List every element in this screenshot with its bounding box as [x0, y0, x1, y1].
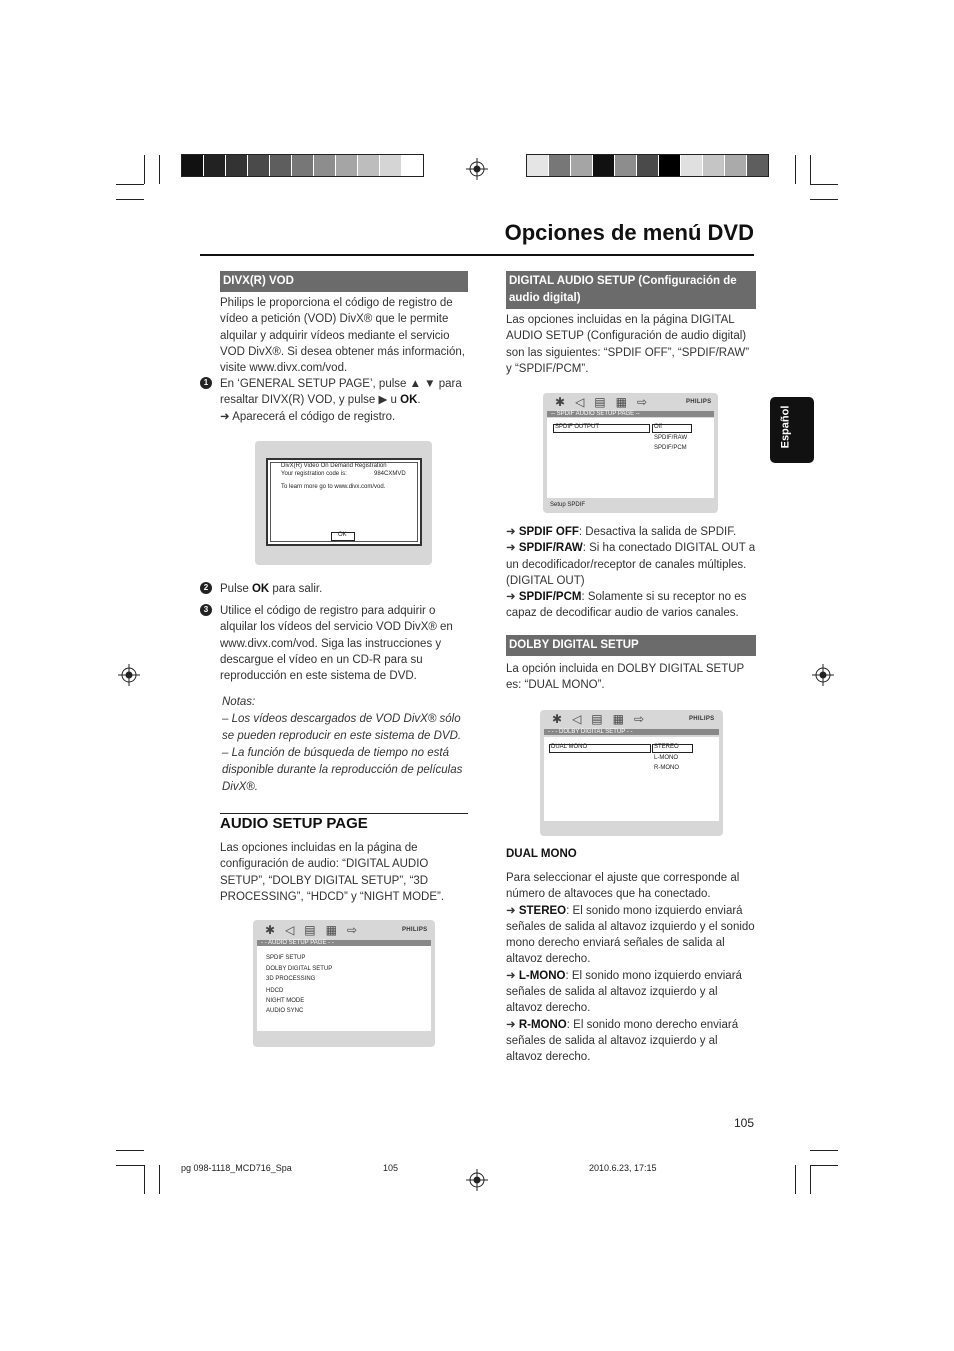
dolby-option[interactable]: STEREO: [654, 744, 679, 750]
spdif-option[interactable]: SPDIF/PCM: [654, 445, 687, 451]
language-tab-label: Español: [779, 405, 792, 449]
step-2: [220, 581, 468, 597]
gear-icon: ✱: [265, 923, 276, 937]
digital-audio-heading: DIGITAL AUDIO SETUP (Configuración de audio digital): [506, 271, 756, 309]
menu-icons: [552, 712, 644, 726]
registration-code: 984CXMVD: [374, 471, 406, 477]
screen-header: - - - DOLBY DIGITAL SETUP - -: [544, 729, 719, 735]
step-1-result: ➜ Aparecerá el código de registro.: [220, 410, 396, 423]
dolby-heading: DOLBY DIGITAL SETUP: [506, 635, 756, 656]
audio-intro: Las opciones incluidas en la página de configuración de audio: “DIGITAL AUDIO SETUP”, “DOLBY DIGITAL SETUP”, “3D PROCESSING”, “HDCD” y “NIGHT MODE”.: [220, 842, 445, 903]
grid-icon: ▦: [615, 395, 627, 409]
spdif-off-item: ➜ SPDIF OFF: Desactiva la salida de SPDIF.: [506, 526, 737, 538]
menu-item[interactable]: AUDIO SYNC: [266, 1008, 304, 1014]
dolby-option[interactable]: L-MONO: [654, 755, 678, 761]
ok-key: OK: [400, 394, 418, 407]
menu-item[interactable]: DOLBY DIGITAL SETUP: [266, 966, 333, 972]
screen-header: -- SPDIF AUDIO SETUP PAGE --: [547, 411, 714, 417]
screen-header: - - AUDIO SETUP PAGE - -: [257, 940, 431, 946]
dolby-intro: La opción incluida en DOLBY DIGITAL SETUP es: “DUAL MONO”.: [506, 663, 745, 692]
note-2: – La función de búsqueda de tiempo no está disponible durante la reproducción de películas DivX®.: [222, 747, 463, 793]
dual-mono-label: DUAL MONO: [551, 744, 588, 750]
page-title: Opciones de menú DVD: [504, 220, 754, 245]
ok-button-label: OK: [338, 532, 347, 538]
spdif-option[interactable]: SPDIF/RAW: [654, 435, 688, 441]
page-number: 105: [734, 1116, 755, 1130]
rmono-label: R-MONO: [518, 1018, 567, 1031]
divx-intro: Philips le proporciona el código de registro de vídeo a petición (VOD) DivX® que le permite alquilar y adquirir vídeos mediante el servicio VOD DivX®. Si desea obtener más información, visite www.divx.com/vod.: [220, 297, 465, 375]
language-tab: [770, 397, 814, 463]
dual-mono-heading: DUAL MONO: [506, 848, 577, 860]
menu-item[interactable]: NIGHT MODE: [266, 998, 305, 1004]
step-1-text: En ‘GENERAL SETUP PAGE’, pulse ▲ ▼ para resaltar DIVX(R) VOD, y pulse ▶ u: [220, 378, 462, 407]
registration-bar-left: [181, 154, 424, 177]
brand-logo: PHILIPS: [686, 399, 712, 405]
spdif-pcm-item: ➜ SPDIF/PCM: Solamente si su receptor no es capaz de decodificar audio de varios canales.: [506, 591, 747, 620]
notes-label: Notas:: [222, 696, 256, 708]
lmono-item: ➜ L-MONO: El sonido mono izquierdo enviará señales de salida al altavoz izquierdo y al altavoz derecho.: [506, 969, 742, 1015]
menu-item[interactable]: SPDIF SETUP: [266, 955, 306, 961]
menu-icons: [265, 923, 357, 937]
registration-target-icon: [466, 1169, 488, 1191]
spdif-pcm-label: SPDIF/PCM: [518, 591, 582, 604]
grid-icon: ▦: [612, 712, 624, 726]
menu-icon: ▤: [304, 923, 316, 937]
spdif-setup-screen: [543, 393, 718, 513]
step-2-icon: 2: [200, 582, 212, 594]
dolby-setup-screen: [540, 710, 723, 836]
dual-mono-desc: [506, 870, 756, 1066]
exit-icon: ⇨: [346, 923, 358, 937]
divx-heading: DIVX(R) VOD: [220, 271, 468, 292]
divx-registration-screen: [255, 441, 432, 565]
stereo-label: STEREO: [518, 904, 567, 917]
digital-audio-intro: Las opciones incluidas en la página DIGITAL AUDIO SETUP (Configuración de audio digital) son las siguientes: “SPDIF OFF”, “SPDIF/RAW” y “SPDIF/PCM”.: [506, 314, 750, 375]
registration-target-icon: [118, 664, 140, 686]
audio-setup-screen: [253, 920, 435, 1047]
spdif-raw-item: ➜ SPDIF/RAW: Si ha conectado DIGITAL OUT a un decodificador/receptor de canales múltiples. (DIGITAL OUT): [506, 542, 756, 587]
brand-logo: PHILIPS: [689, 716, 715, 722]
audio-setup-heading: AUDIO SETUP PAGE: [220, 815, 368, 832]
registration-bar-right: [526, 154, 769, 177]
gear-icon: ✱: [552, 712, 563, 726]
footer-date: 2010.6.23, 17:15: [589, 1163, 657, 1173]
title-rule: [200, 254, 754, 256]
step-1: [220, 376, 468, 425]
spdif-raw-label: SPDIF/RAW: [518, 542, 583, 555]
dialog-line-1: DivX(R) Video On Demand Registration: [281, 463, 387, 469]
menu-icon: ▤: [594, 395, 606, 409]
step-1-icon: 1: [200, 377, 212, 389]
rmono-item: ➜ R-MONO: El sonido mono derecho enviará señales de salida al altavoz izquierdo y al altavoz derecho.: [506, 1018, 739, 1064]
spdif-options-desc: [506, 524, 756, 622]
registration-target-icon: [812, 664, 834, 686]
spdif-option[interactable]: Off: [654, 424, 662, 430]
ok-key: OK: [251, 583, 270, 595]
footer-file: pg 098-1118_MCD716_Spa: [181, 1163, 292, 1173]
gear-icon: ✱: [555, 395, 566, 409]
menu-item[interactable]: HDCD: [266, 988, 284, 994]
menu-item[interactable]: 3D PROCESSING: [266, 976, 316, 982]
exit-icon: ⇨: [633, 712, 645, 726]
menu-icons: [555, 395, 647, 409]
speaker-icon: ◁: [285, 923, 295, 937]
step-2-text: Pulse: [220, 583, 252, 595]
speaker-icon: ◁: [572, 712, 582, 726]
status-bar: Setup SPDIF: [550, 502, 586, 508]
menu-icon: ▤: [591, 712, 603, 726]
brand-logo: PHILIPS: [402, 927, 428, 933]
dialog-line-2: Your registration code is:: [281, 471, 347, 477]
dolby-option[interactable]: R-MONO: [654, 765, 679, 771]
dual-mono-intro: Para seleccionar el ajuste que corresponde al número de altavoces que ha conectado.: [506, 872, 740, 901]
lmono-label: L-MONO: [518, 969, 566, 982]
stereo-item: ➜ STEREO: El sonido mono izquierdo enviará señales de salida al altavoz izquierdo y el sonido mono derecho enviará señales de salida al altavoz derecho.: [506, 904, 755, 966]
dialog-line-3: To learn more go to www.divx.com/vod.: [281, 484, 386, 490]
registration-target-icon: [466, 158, 488, 180]
step-1-end: .: [417, 394, 421, 407]
step-2-end: para salir.: [269, 583, 323, 595]
note-1: – Los vídeos descargados de VOD DivX® sólo se pueden reproducir en este sistema de DVD.: [222, 713, 462, 742]
speaker-icon: ◁: [575, 395, 585, 409]
grid-icon: ▦: [325, 923, 337, 937]
section-rule: [220, 813, 468, 814]
step-3: Utilice el código de registro para adquirir o alquilar los vídeos del servicio VOD DivX® en www.divx.com/vod. Siga las instrucciones y descargue el vídeo en un CD-R para su reproducción en este sistema de DVD.: [220, 605, 453, 683]
footer-page: 105: [383, 1163, 399, 1173]
step-3-icon: 3: [200, 604, 212, 616]
exit-icon: ⇨: [636, 395, 648, 409]
spdif-output-label: SPDIF OUTPUT: [555, 424, 600, 430]
spdif-off-label: SPDIF OFF: [518, 526, 579, 538]
